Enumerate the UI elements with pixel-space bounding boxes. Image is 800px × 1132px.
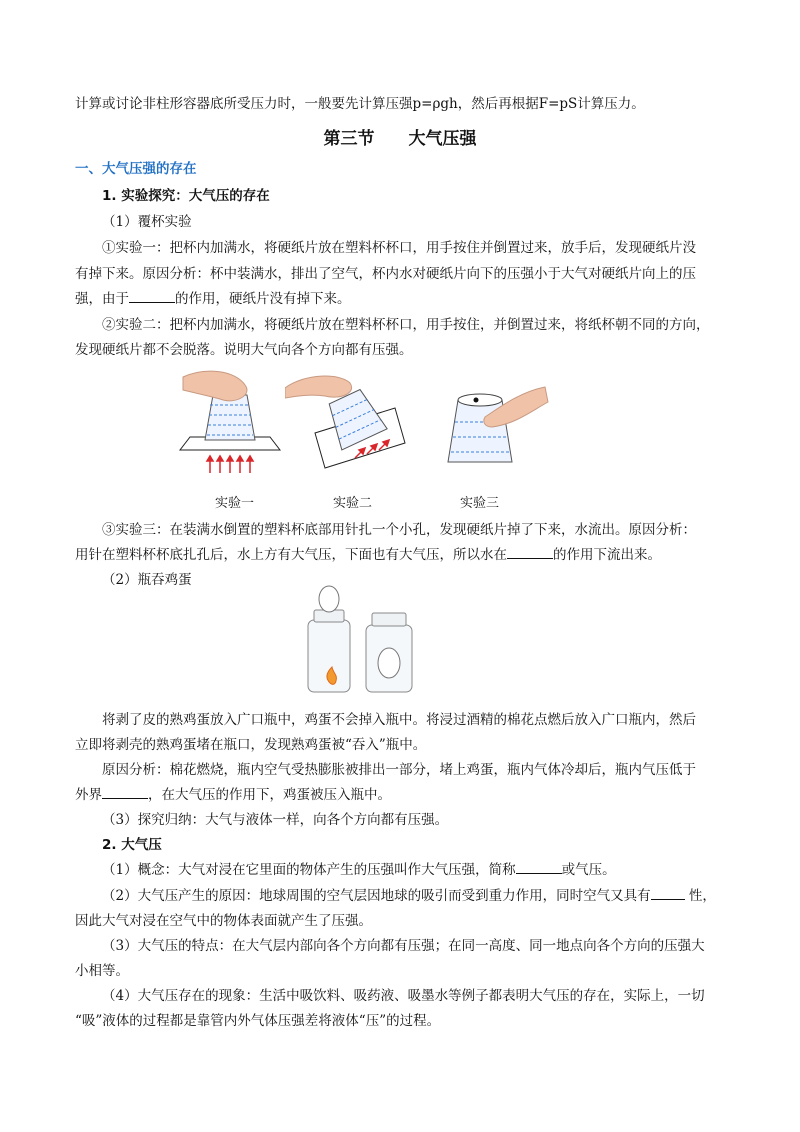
- atm-feature-line1: （3）大气压的特点：在大气层内部向各个方向都有压强；在同一高度、同一地点向各个方向的压强大: [102, 938, 705, 954]
- blank-3: [102, 786, 148, 799]
- section-title: [0, 124, 800, 149]
- section-number: 第三节: [323, 129, 375, 149]
- egg-line1: 将剥了皮的熟鸡蛋放入广口瓶中，鸡蛋不会掉入瓶中。将浸过酒精的棉花点燃后放入广口瓶内，然后: [102, 712, 696, 728]
- hand-on-cup-illustration: [175, 365, 285, 480]
- blank-1: [129, 290, 175, 303]
- intro-line: 计算或讨论非柱形容器底所受压力时，一般要先计算压强p=ρgh，然后再根据F=pS计算压力。: [75, 96, 645, 112]
- exp2-line1: ②实验二：把杯内加满水，将硬纸片放在塑料杯杯口，用手按住，并倒置过来，将纸杯朝不同的方向，: [102, 317, 710, 333]
- atm-phenomena-line1: （4）大气压存在的现象：生活中吸饮料、吸药液、吸墨水等例子都表明大气压的存在，实际上，一切: [102, 988, 705, 1004]
- egg-bottle-illustration: [300, 585, 420, 697]
- blank-2: [507, 546, 553, 559]
- heading-2: 1. 实验探究：大气压的存在: [102, 188, 270, 204]
- egg-line4: 外界 ，在大气压的作用下，鸡蛋被压入瓶中。: [75, 787, 391, 803]
- exp3-line2: 用针在塑料杯杯底扎孔后，水上方有大气压，下面也有大气压，所以水在 的作用下流出来。: [75, 547, 661, 563]
- tilted-cup-illustration: [285, 368, 415, 478]
- cup-with-hole-illustration: [430, 372, 550, 472]
- blank-5: [651, 887, 685, 900]
- blank-4: [516, 861, 562, 874]
- heading-1: 一、大气压强的存在: [75, 161, 197, 177]
- atm-feature-line2: 小相等。: [75, 963, 129, 979]
- exp1-line2: 有掉下来。原因分析：杯中装满水，排出了空气，杯内水对硬纸片向下的压强小于大气对硬纸片向上的压: [75, 266, 696, 282]
- atm-concept: （1）概念：大气对浸在它里面的物体产生的压强叫作大气压强，简称 或气压。: [102, 862, 616, 878]
- sub-heading-2: （2）瓶吞鸡蛋: [102, 572, 192, 588]
- exp1-line3: 强，由于 的作用，硬纸片没有掉下来。: [75, 291, 351, 307]
- atm-phenomena-line2: “吸”液体的过程都是靠管内外气体压强差将液体“压”的过程。: [75, 1013, 441, 1029]
- atm-cause-line2: 因此大气对浸在空气中的物体表面就产生了压强。: [75, 913, 372, 929]
- sub-heading-3: （3）探究归纳：大气与液体一样，向各个方向都有压强。: [102, 812, 449, 828]
- exp3-line1: ③实验三：在装满水倒置的塑料杯底部用针扎一个小孔，发现硬纸片掉了下来，水流出。原因分析：: [102, 522, 696, 538]
- egg-line3: 原因分析：棉花燃烧，瓶内空气受热膨胀被排出一部分，堵上鸡蛋，瓶内气体冷却后，瓶内气压低于: [102, 762, 696, 778]
- sub-heading-1: （1）覆杯实验: [102, 214, 192, 230]
- section-name: 大气压强: [408, 129, 477, 149]
- caption-exp3: 实验三: [460, 496, 500, 511]
- heading-2b: 2. 大气压: [102, 837, 162, 853]
- caption-exp2: 实验二: [333, 496, 373, 511]
- exp2-line2: 发现硬纸片都不会脱落。说明大气向各个方向都有压强。: [75, 342, 413, 358]
- exp1-line1: ①实验一：把杯内加满水，将硬纸片放在塑料杯杯口，用手按住并倒置过来，放手后，发现硬纸片没: [102, 240, 696, 256]
- egg-line2: 立即将剥壳的熟鸡蛋堵在瓶口，发现熟鸡蛋被“吞入”瓶中。: [75, 737, 427, 753]
- atm-cause-line1: （2）大气压产生的原因：地球周围的空气层因地球的吸引而受到重力作用，同时空气又具有 性，: [102, 888, 716, 904]
- caption-exp1: 实验一: [215, 496, 255, 511]
